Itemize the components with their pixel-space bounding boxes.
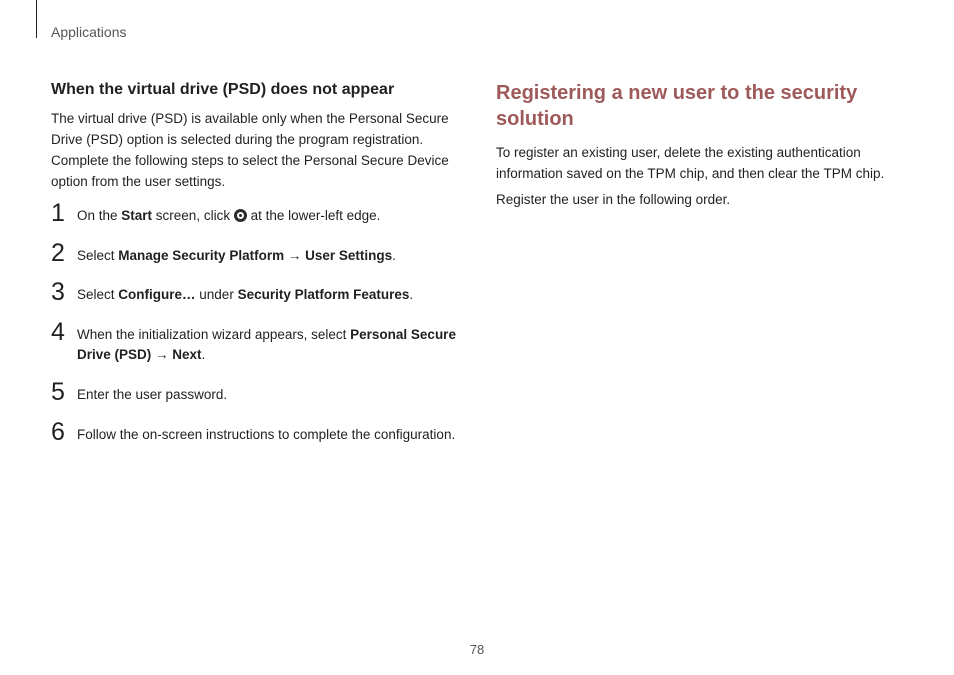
step-arrow: →: [284, 248, 306, 263]
step-text: Follow the on-screen instructions to complete the configuration.: [77, 427, 456, 442]
step-4: [51, 318, 466, 365]
step-text: under: [195, 287, 238, 302]
register-order-paragraph: Register the user in the following order.: [496, 192, 731, 207]
step-text: On the: [77, 208, 122, 223]
step-text: at the lower-left edge.: [246, 208, 381, 223]
step-number: 4: [51, 318, 65, 346]
step-number: 5: [51, 378, 65, 406]
subheading-psd: When the virtual drive (PSD) does not appear: [51, 81, 395, 98]
step-text: When the initialization wizard appears, select: [77, 327, 351, 342]
section-label: Applications: [51, 24, 127, 40]
header-rule: [36, 0, 37, 38]
step-text: Select: [77, 248, 119, 263]
step-bold-text: Security Platform Features: [237, 287, 410, 302]
page-number: 78: [469, 642, 485, 657]
step-text: screen, click: [152, 208, 234, 223]
register-paragraph: To register an existing user, delete the existing authentication information saved on the TPM chip, and then clear the TPM chip.: [496, 145, 885, 181]
intro-paragraph: The virtual drive (PSD) is available only when the Personal Secure Drive (PSD) option is selected during the program registration. Complete the following steps to select the Personal Secure Device option from the user settings.: [51, 111, 449, 189]
step-text: Enter the user password.: [77, 387, 228, 402]
step-bold-text: Start: [121, 208, 153, 223]
step-number: 3: [51, 278, 65, 306]
step-bold-text: Configure…: [118, 287, 196, 302]
step-text: .: [409, 287, 414, 302]
step-5: [51, 378, 466, 406]
step-bold-text: User Settings: [305, 248, 393, 263]
step-number: 6: [51, 418, 65, 446]
section-heading: Registering a new user to the security solution: [496, 82, 858, 130]
start-button-icon: [234, 209, 247, 222]
left-column: [51, 80, 466, 445]
step-2: [51, 239, 466, 267]
step-text: .: [392, 248, 396, 263]
step-bold-text: Personal Secure Drive (PSD): [77, 327, 456, 362]
step-3: [51, 278, 466, 306]
step-6: [51, 418, 466, 446]
step-text: .: [201, 347, 206, 362]
step-arrow: →: [151, 347, 173, 362]
step-number: 2: [51, 239, 65, 267]
step-text: Select: [77, 287, 119, 302]
step-bold-text: Manage Security Platform: [118, 248, 285, 263]
step-bold-text: Next: [172, 347, 202, 362]
step-1: [51, 199, 466, 227]
steps-list: [51, 199, 466, 446]
right-column: [496, 80, 906, 215]
step-number: 1: [51, 199, 65, 227]
